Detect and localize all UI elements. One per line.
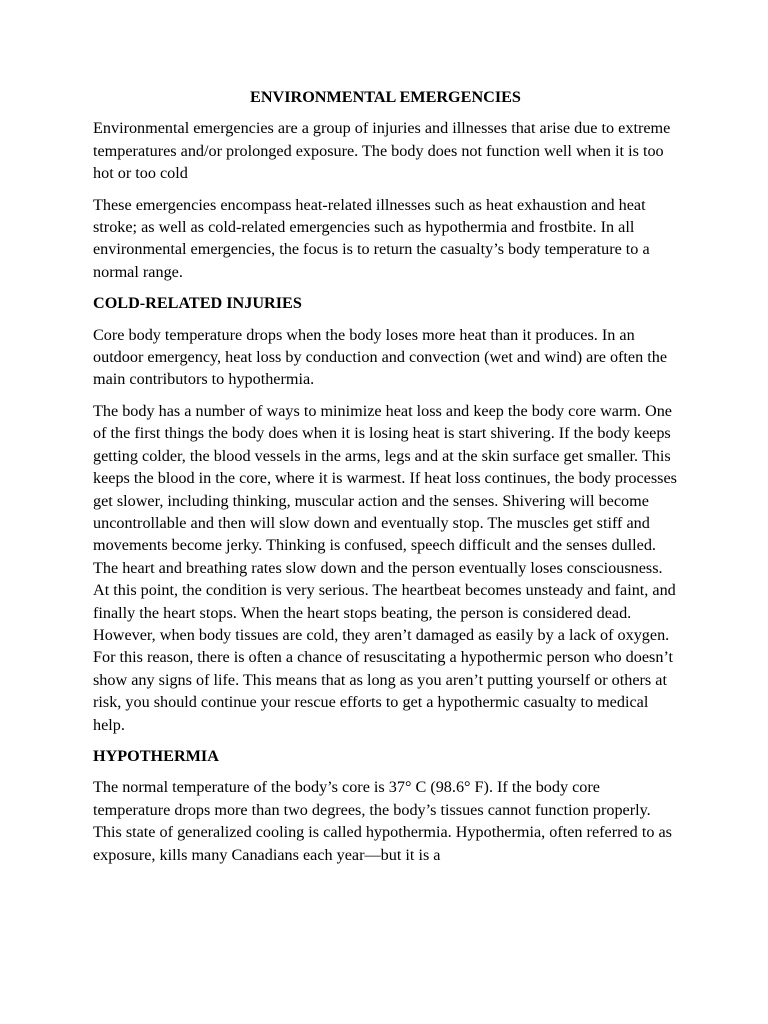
cold-paragraph-1: Core body temperature drops when the body loses more heat than it produces. In an outdoor emergency, heat loss by conduction and convection (wet and wind) are often the main contributors to hypothermia. (93, 325, 668, 389)
section-heading-cold-related-injuries: COLD-RELATED INJURIES (93, 294, 302, 313)
document-body (93, 86, 678, 875)
section-heading-hypothermia: HYPOTHERMIA (93, 746, 219, 765)
hypothermia-paragraph-1: The normal temperature of the body’s core is 37° C (98.6° F). If the body core temperature drops more than two degrees, the body’s tissues cannot function properly. This state of generalized cooling is called hypothermia. Hypothermia, often referred to as exposure, kills many Canadians each year—but it is a (93, 778, 672, 864)
intro-paragraph-2: These emergencies encompass heat-related illnesses such as heat exhaustion and heat stroke; as well as cold-related emergencies such as hypothermia and frostbite. In all environmental emergencies, the focus is to return the casualty’s body temperature to a normal range. (93, 195, 650, 281)
intro-paragraph-1: Environmental emergencies are a group of injuries and illnesses that arise due to extreme temperatures and/or prolonged exposure. The body does not function well when it is too hot or too cold (93, 119, 671, 183)
document-title: ENVIRONMENTAL EMERGENCIES (250, 88, 521, 106)
cold-paragraph-2: The body has a number of ways to minimize heat loss and keep the body core warm. One of the first things the body does when it is losing heat is start shivering. If the body keeps getting colder, the blood vessels in the arms, legs and at the skin surface get smaller. This keeps the blood in the core, where it is warmest. If heat loss continues, the body processes get slower, including thinking, muscular action and the senses. Shivering will become uncontrollable and then will slow down and eventually stop. The muscles get stiff and movements become jerky. Thinking is confused, speech difficult and the senses dulled. The heart and breathing rates slow down and the person eventually loses consciousness. At this point, the condition is very serious. The heartbeat becomes unsteady and faint, and finally the heart stops. When the heart stops beating, the person is considered dead. However, when body tissues are cold, they aren’t damaged as easily by a lack of oxygen. For this reason, there is often a chance of resuscitating a hypothermic person who doesn’t show any signs of life. This means that as long as you aren’t putting yourself or others at risk, you should continue your rescue efforts to get a hypothermic casualty to medical help. (93, 401, 677, 734)
